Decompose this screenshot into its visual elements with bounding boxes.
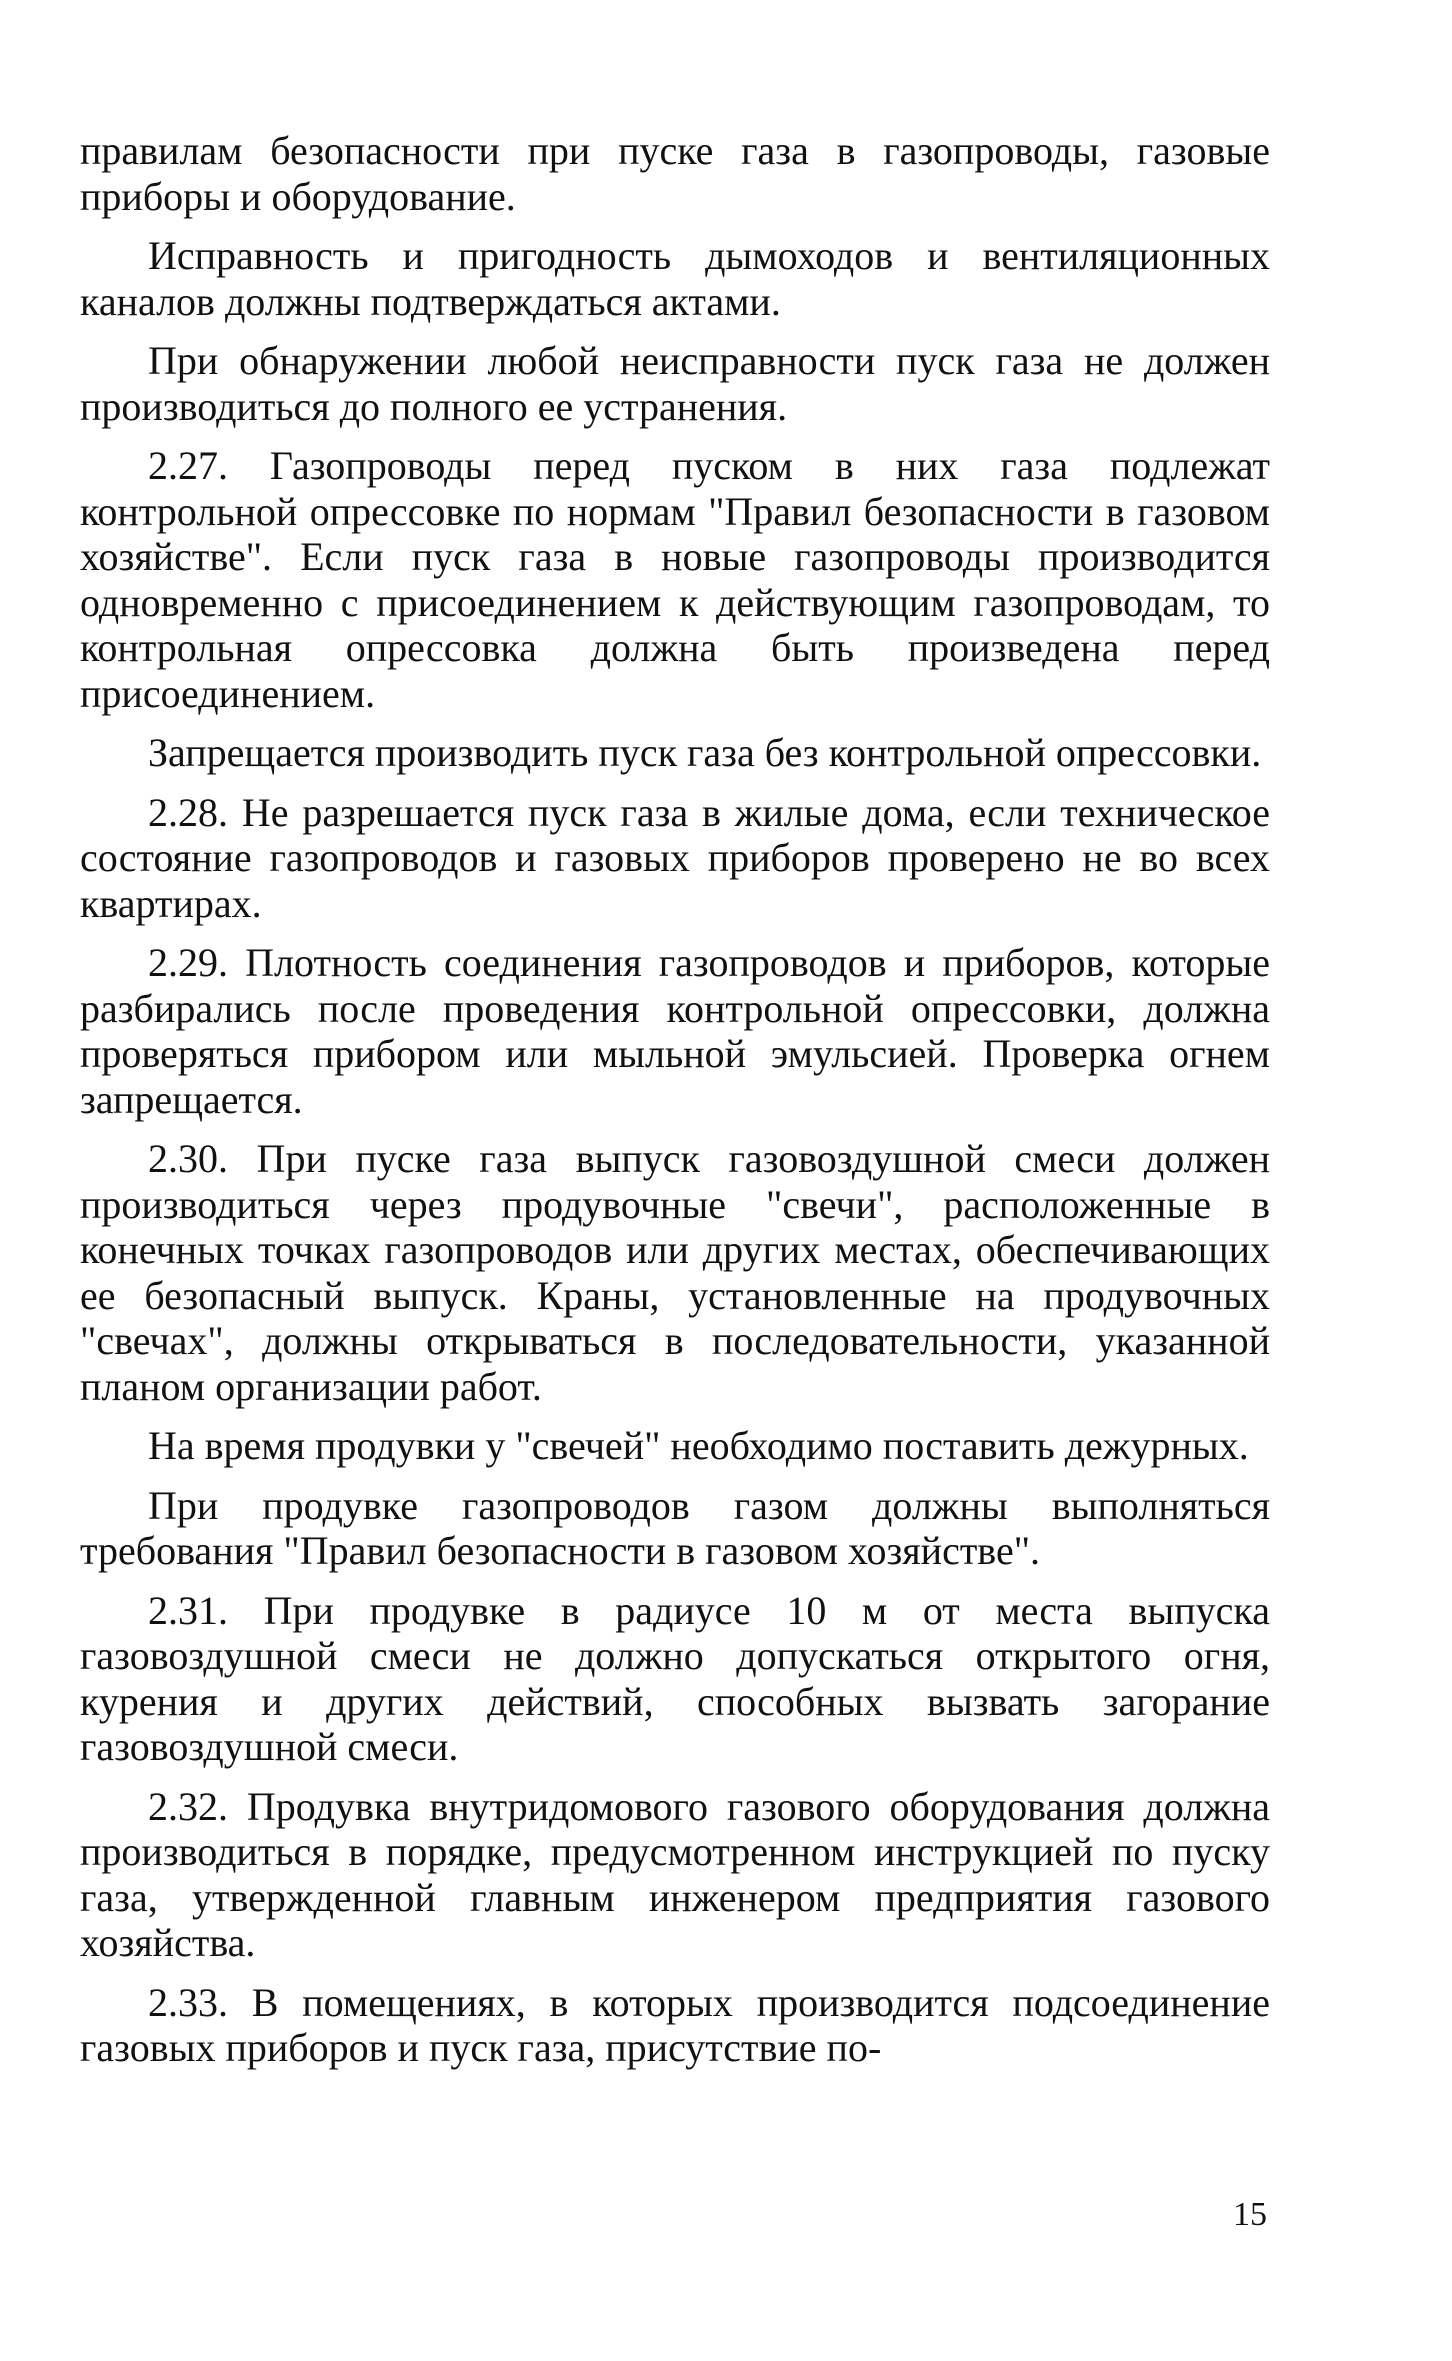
paragraph: При обнаружении любой неисправности пуск газа не должен производиться до полного ее устранения. <box>80 338 1270 429</box>
paragraph-2-30: 2.30. При пуске газа выпуск газовоздушной смеси должен производиться через продувочные "свечи", расположенные в конечных точках газопроводов или других местах, обеспечивающих ее безопасный выпуск. Краны, установленные на продувочных "свечах", должны открываться в последовательности, указанной планом организации работ. <box>80 1136 1270 1409</box>
paragraph: При продувке газопроводов газом должны выполняться требования "Правил безопасности в газовом хозяйстве". <box>80 1482 1270 1573</box>
paragraph-2-33: 2.33. В помещениях, в которых производится подсоединение газовых приборов и пуск газа, присутствие по- <box>80 1979 1270 2070</box>
paragraph-2-28: 2.28. Не разрешается пуск газа в жилые дома, если техническое состояние газопроводов и газовых приборов проверено не во всех квартирах. <box>80 789 1270 926</box>
document-body <box>80 128 1270 2085</box>
paragraph-continuation: правилам безопасности при пуске газа в газопроводы, газовые приборы и оборудование. <box>80 128 1270 219</box>
paragraph-2-31: 2.31. При продувке в радиусе 10 м от места выпуска газовоздушной смеси не должно допускаться открытого огня, курения и других действий, способных вызвать загорание газовоздушной смеси. <box>80 1587 1270 1769</box>
paragraph: Запрещается производить пуск газа без контрольной опрессовки. <box>148 730 1262 775</box>
page-number: 15 <box>1233 2196 1267 2233</box>
paragraph: Исправность и пригодность дымоходов и вентиляционных каналов должны подтверждаться актами. <box>80 233 1270 324</box>
paragraph-2-32: 2.32. Продувка внутридомового газового оборудования должна производиться в порядке, предусмотренном инструкцией по пуску газа, утвержденной главным инженером предприятия газового хозяйства. <box>80 1783 1270 1965</box>
paragraph: На время продувки у "свечей" необходимо поставить дежурных. <box>148 1423 1249 1468</box>
paragraph-2-29: 2.29. Плотность соединения газопроводов и приборов, которые разбирались после проведения контрольной опрессовки, должна проверяться прибором или мыльной эмульсией. Проверка огнем запрещается. <box>80 940 1270 1122</box>
paragraph-2-27: 2.27. Газопроводы перед пуском в них газа подлежат контрольной опрессовке по нормам "Правил безопасности в газовом хозяйстве". Если пуск газа в новые газопроводы производится одновременно с присоединением к действующим газопроводам, то контрольная опрессовка должна быть произведена перед присоединением. <box>80 443 1270 716</box>
